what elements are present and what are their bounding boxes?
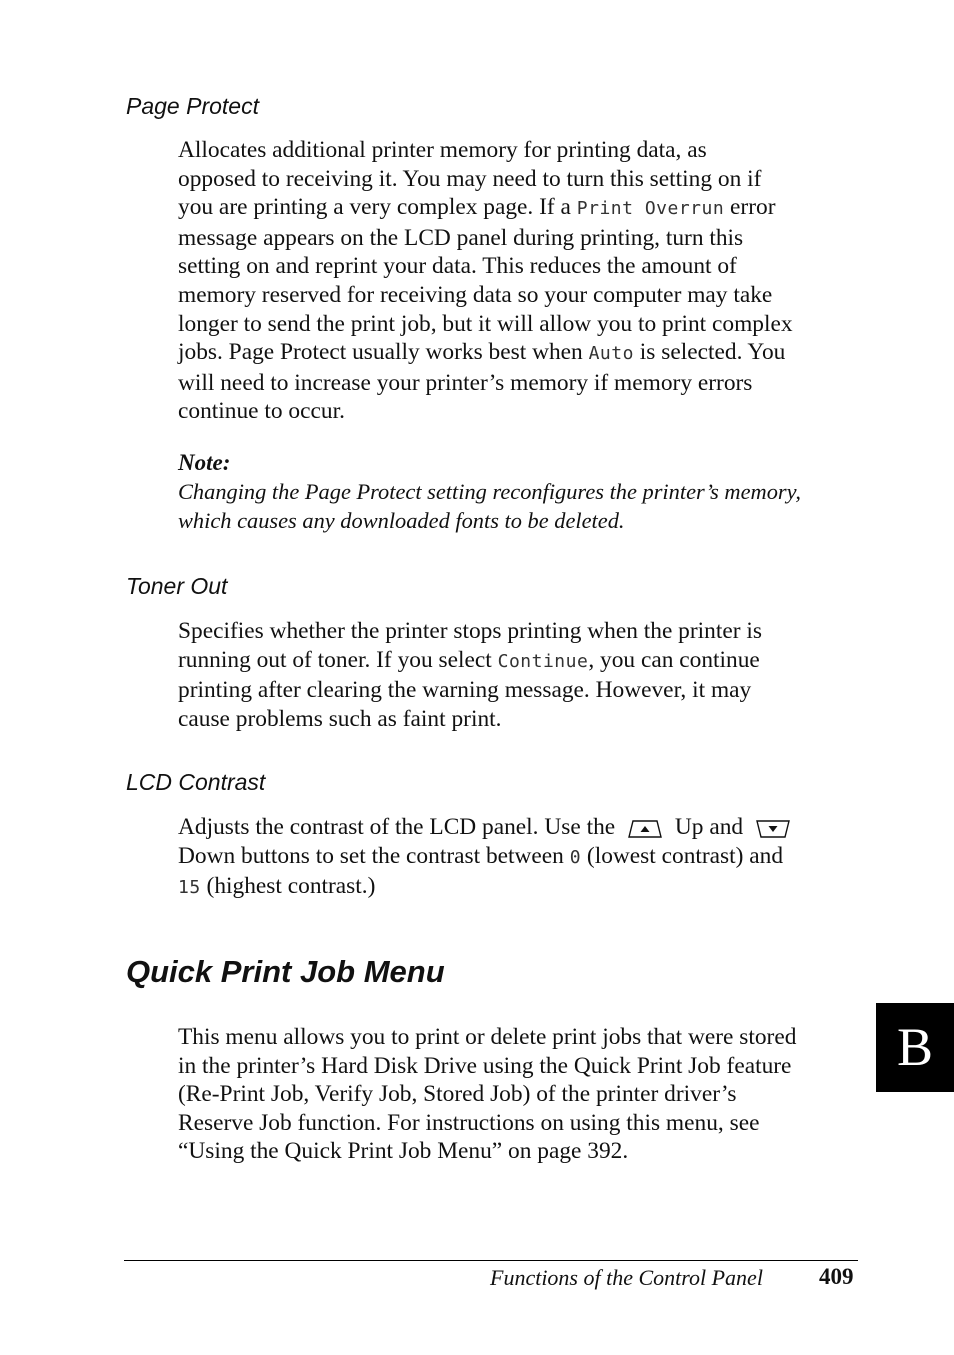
text-line [178,224,868,253]
lcd-value: 15 [178,877,201,899]
page-protect-heading: Page Protect [126,93,259,119]
lcd-contrast-description [178,813,868,903]
text-line [178,338,868,369]
text-run: Specifies whether the printer stops printing when the printer is [178,618,762,644]
quick-print-job-menu-heading: Quick Print Job Menu [126,954,445,989]
text-line [178,646,868,677]
text-line [178,872,868,903]
text-run: longer to send the print job, but it will allow you to print complex [178,310,793,337]
text-run: opposed to receiving it. You may need to turn this setting on if [178,165,762,192]
text-line [178,397,868,426]
text-run: is selected. You [633,339,786,366]
text-line [178,842,868,873]
appendix-tab-marker: B [876,1003,954,1092]
text-run: printing after clearing the warning message. However, it may [178,677,752,704]
text-line [178,136,868,165]
text-run: running out of toner. If you select [178,646,498,673]
text-run: you are printing a very complex page. If a [178,194,577,221]
text-run: message appears on the LCD panel during printing, turn this [178,224,744,251]
toner-out-description [178,617,868,733]
text-line [178,310,868,339]
text-run: memory reserved for receiving data so your computer may take [178,281,773,308]
text-run: Adjusts the contrast of the LCD panel. Use the [178,814,616,840]
up-button-icon [625,819,665,839]
lcd-message: Print Overrun [576,198,725,220]
text-line [178,676,868,705]
text-line [178,813,868,842]
text-line [178,705,868,734]
text-line [178,252,868,281]
text-line [178,617,868,646]
text-run: Up and [674,814,744,840]
text-run: (lowest contrast) and [581,842,784,869]
note-body [178,478,868,535]
text-line: in the printer’s Hard Disk Drive using the Quick Print Job feature [178,1052,792,1079]
text-run: Down buttons to set the contrast between [178,842,570,869]
lcd-value: 0 [569,846,582,868]
page-protect-description [178,136,868,426]
text-run: (highest contrast.) [200,873,376,900]
text-run: error [724,194,776,221]
quick-print-description [178,1023,868,1166]
text-line [178,165,868,194]
text-line: This menu allows you to print or delete print jobs that were stored [178,1024,797,1050]
text-line: “Using the Quick Print Job Menu” on page 392. [178,1138,629,1165]
text-line [178,369,868,398]
text-run: cause problems such as faint print. [178,705,502,732]
text-run: Allocates additional printer memory for printing data, as [178,137,707,163]
text-line: Reserve Job function. For instructions on using this menu, see [178,1109,760,1136]
down-button-icon [753,819,793,839]
text-run: continue to occur. [178,398,345,425]
footer-chapter-title: Functions of the Control Panel [490,1265,763,1290]
footer-divider [124,1260,858,1261]
text-line [178,193,868,224]
text-line [178,281,868,310]
note-line: which causes any downloaded fonts to be deleted. [178,507,625,533]
lcd-message: Auto [588,343,634,365]
text-run: setting on and reprint your data. This reduces the amount of [178,253,737,280]
text-run: will need to increase your printer’s memory if memory errors [178,369,753,396]
text-run: , you can continue [588,646,760,673]
note-line: Changing the Page Protect setting reconfigures the printer’s memory, [178,479,801,504]
toner-out-heading: Toner Out [126,573,228,599]
lcd-contrast-heading: LCD Contrast [126,769,266,795]
lcd-message: Continue [497,650,589,672]
footer-page-number: 409 [819,1264,854,1289]
text-run: jobs. Page Protect usually works best when [178,339,589,366]
text-line: (Re-Print Job, Verify Job, Stored Job) of the printer driver’s [178,1081,737,1108]
note-title: Note: [178,450,231,475]
